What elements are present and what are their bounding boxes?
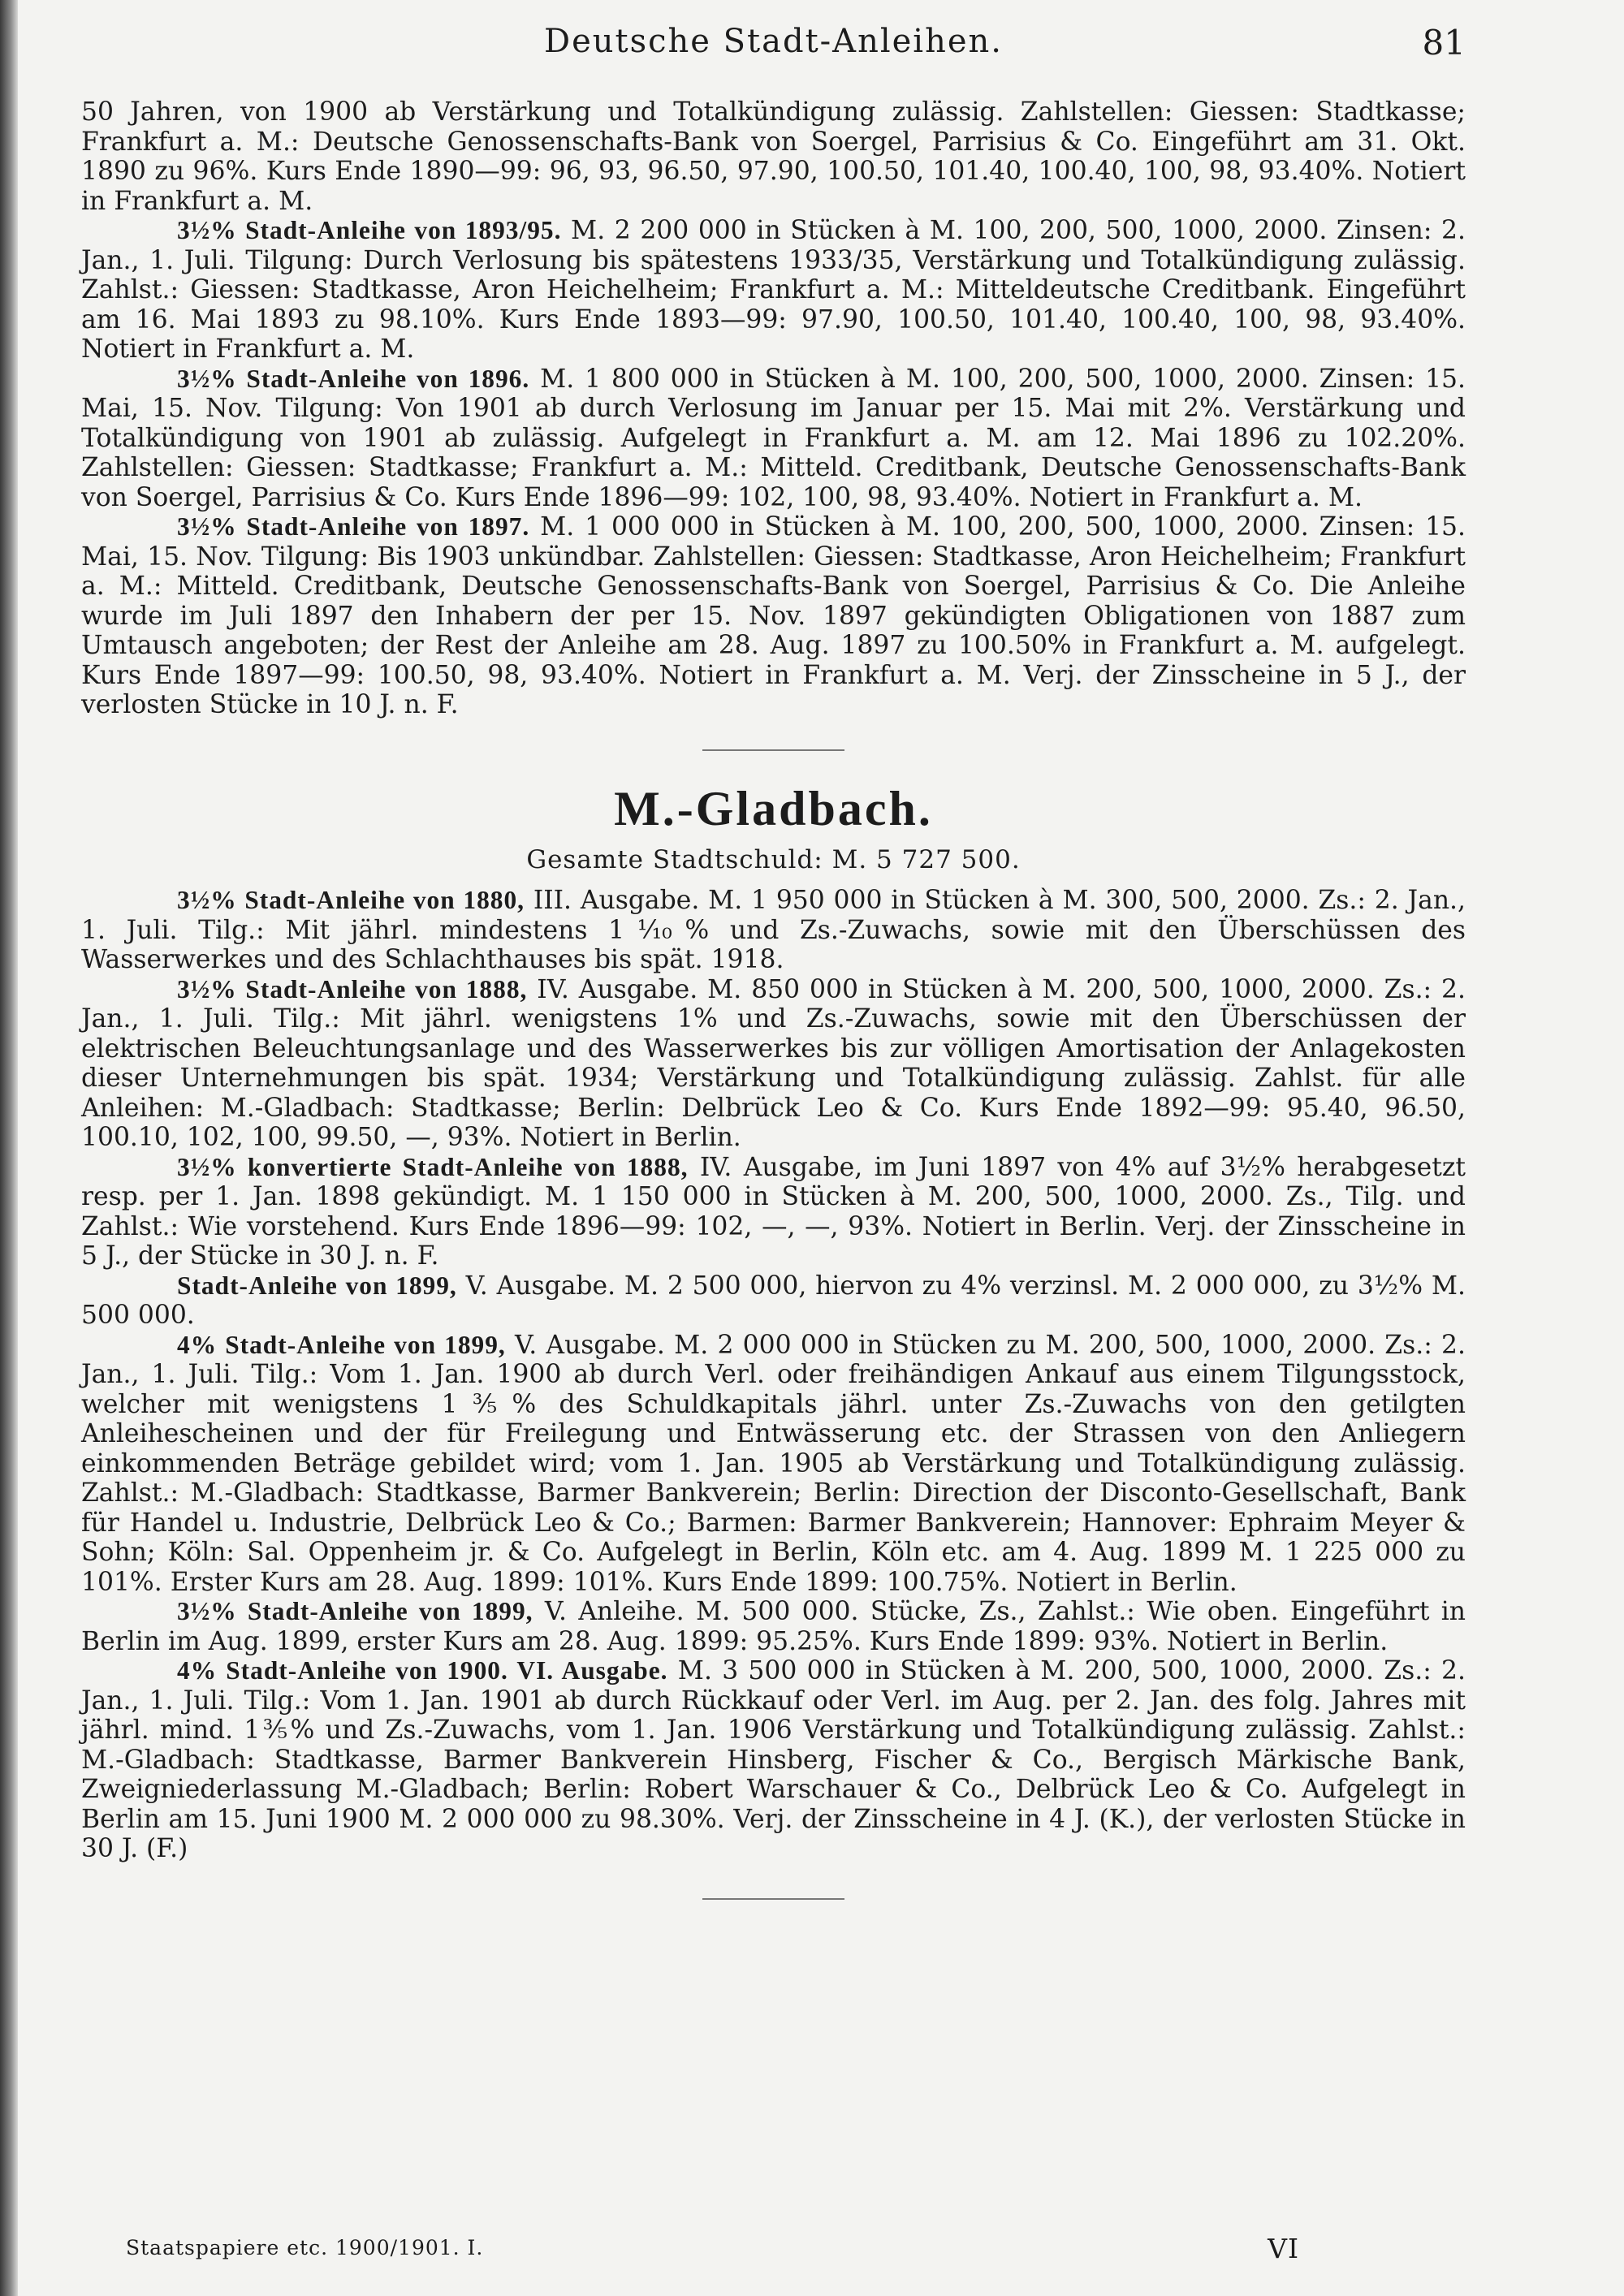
loan-entry-1896 <box>81 365 1466 513</box>
section-subtitle: Gesamte Stadtschuld: M. 5 727 500. <box>526 844 1021 874</box>
loan-heading: 3½% Stadt-Anleihe von 1888, <box>177 974 528 1003</box>
loan-heading: 3½% Stadt-Anleihe von 1893/95. <box>177 216 562 244</box>
page-number: 81 <box>1422 23 1466 63</box>
loan-entry-1888 <box>81 975 1466 1153</box>
loan-body: V. Ausgabe. M. 2 500 000, hiervon zu 4% verzinsl. M. 2 000 000, zu 3½% M. 500 000. <box>81 1271 1466 1330</box>
section-divider <box>702 749 844 751</box>
loan-entry-1899-4pct <box>81 1331 1466 1598</box>
loan-body: III. Ausgabe. M. 1 950 000 in Stücken à M. 300, 500, 2000. Zs.: 2. Jan., 1. Juli. Tilg.: Mit jährl. mindestens 1⅒% und Zs.-Zuwachs, sowie mit den Überschüssen des Wasserwerkes und des Schlachthauses bis spät. 1918. <box>81 886 1466 974</box>
loan-heading: 3½% konvertierte Stadt-Anleihe von 1888, <box>177 1152 689 1181</box>
loan-body: IV. Ausgabe. M. 850 000 in Stücken à M. 200, 500, 1000, 2000. Zs.: 2. Jan., 1. Juli. Tilg.: Mit jährl. wenigstens 1% und Zs.-Zuwachs, sowie mit den Überschüssen der elektrischen Beleuchtungsanlage und des Wasserwerkes bis zur völligen Amortisation der Anlagekosten dieser Unternehmungen bis spät. 1934; Verstärkung und Totalkündigung zulässig. Zahlst. für alle Anleihen: M.-Gladbach: Stadtkasse; Berlin: Delbrück Leo & Co. Kurs Ende 1892—99: 95.40, 96.50, 100.10, 102, 100, 99.50, —, 93%. Notiert in Berlin. <box>81 974 1466 1152</box>
loan-body: V. Ausgabe. M. 2 000 000 in Stücken zu M. 200, 500, 1000, 2000. Zs.: 2. Jan., 1. Juli. Tilg.: Vom 1. Jan. 1900 ab durch Verl. oder freihändigen Ankauf aus einem Tilgungsstock, welcher mit wenigstens 1⅗% des Schuldkapitals jährl. unter Zs.-Zuwachs von den getilgten Anleihescheinen und der für Freilegung und Entwässerung etc. der Strassen von den Anliegern einkommenden Beträge gebildet wird; vom 1. Jan. 1905 ab Verstärkung und Totalkündigung zulässig. Zahlst.: M.-Gladbach: Stadtkasse, Barmer Bankverein; Berlin: Direction der Disconto-Gesellschaft, Bank für Handel u. Industrie, Delbrück Leo & Co.; Barmen: Barmer Bankverein; Hannover: Ephraim Meyer & Sohn; Köln: Sal. Oppenheim jr. & Co. Aufgelegt in Berlin, Köln etc. am 4. Aug. 1899 M. 1 225 000 zu 101%. Erster Kurs am 28. Aug. 1899: 101%. Kurs Ende 1899: 100.75%. Notiert in Berlin. <box>81 1330 1466 1597</box>
loan-heading: 4% Stadt-Anleihe von 1900. VI. Ausgabe. <box>177 1656 668 1685</box>
loan-body: M. 2 200 000 in Stücken à M. 100, 200, 500, 1000, 2000. Zinsen: 2. Jan., 1. Juli. Tilgung: Durch Verlosung bis spätestens 1933/35, Verstärkung und Totalkündigung zulässig. Zahlst.: Giessen: Stadtkasse, Aron Heichelheim; Frankfurt a. M.: Mitteldeutsche Creditbank. Eingeführt am 16. Mai 1893 zu 98.10%. Kurs Ende 1893—99: 97.90, 100.50, 101.40, 100.40, 100, 98, 93.40%. Notiert in Frankfurt a. M. <box>81 216 1466 364</box>
binding-shadow <box>0 0 18 2296</box>
loan-body: M. 3 500 000 in Stücken à M. 200, 500, 1000, 2000. Zs.: 2. Jan., 1. Juli. Tilg.: Vom 1. Jan. 1901 ab durch Rückkauf oder Verl. im Aug. per 2. Jan. des folg. Jahres mit jährl. mind. 1⅗% und Zs.-Zuwachs, vom 1. Jan. 1906 Verstärkung und Totalkündigung zulässig. Zahlst.: M.-Gladbach: Stadtkasse, Barmer Bankverein Hinsberg, Fischer & Co., Bergisch Märkische Bank, Zweigniederlassung M.-Gladbach; Berlin: Robert Warschauer & Co., Delbrück Leo & Co. Aufgelegt in Berlin am 15. Juni 1900 M. 2 000 000 zu 98.30%. Verj. der Zinsscheine in 4 J. (K.), der verlosten Stücke in 30 J. (F.) <box>81 1656 1466 1863</box>
loan-heading: 3½% Stadt-Anleihe von 1896. <box>177 364 530 393</box>
loan-body: IV. Ausgabe, im Juni 1897 von 4% auf 3½% herabgesetzt resp. per 1. Jan. 1898 gekündigt. M. 1 150 000 in Stücken à M. 200, 500, 1000, 2000. Zs., Tilg. und Zahlst.: Wie vorstehend. Kurs Ende 1896—99: 102, —, —, 93%. Notiert in Berlin. Verj. der Zinsscheine in 5 J., der Stücke in 30 J. n. F. <box>81 1152 1466 1271</box>
loan-heading: 3½% Stadt-Anleihe von 1897. <box>177 512 530 541</box>
footer-sheet-mark: VI <box>1268 2233 1299 2264</box>
loan-heading: Stadt-Anleihe von 1899, <box>177 1271 457 1300</box>
loan-heading: 3½% Stadt-Anleihe von 1880, <box>177 886 525 914</box>
loan-entry-1880 <box>81 886 1466 975</box>
loan-entry-1893 <box>81 216 1466 365</box>
page-header <box>81 23 1466 71</box>
page-footer <box>126 2233 1299 2265</box>
loan-body: M. 1 000 000 in Stücken à M. 100, 200, 500, 1000, 2000. Zinsen: 15. Mai, 15. Nov. Tilgung: Bis 1903 unkündbar. Zahlstellen: Giessen: Stadtkasse, Aron Heichelheim; Frankfurt a. M.: Mitteld. Creditbank, Deutsche Genossenschafts-Bank von Soergel, Parrisius & Co. Die Anleihe wurde im Juli 1897 den Inhabern der per 15. Nov. 1897 gekündigten Obligationen von 1887 zum Umtausch angeboten; der Rest der Anleihe am 28. Aug. 1897 zu 100.50% in Frankfurt a. M. aufgelegt. Kurs Ende 1897—99: 100.50, 98, 93.40%. Notiert in Frankfurt a. M. Verj. der Zinsscheine in 5 J., der verlosten Stücke in 10 J. n. F. <box>81 512 1466 719</box>
end-divider <box>702 1898 844 1900</box>
loan-heading: 4% Stadt-Anleihe von 1899, <box>177 1330 506 1359</box>
loan-entry-1899-3-5pct <box>81 1597 1466 1656</box>
loan-entry-1897 <box>81 512 1466 720</box>
running-title: Deutsche Stadt-Anleihen. <box>544 23 1003 60</box>
loan-entry-1900 <box>81 1656 1466 1864</box>
section-title: M.-Gladbach. <box>614 781 933 835</box>
loan-body: M. 1 800 000 in Stücken à M. 100, 200, 500, 1000, 2000. Zinsen: 15. Mai, 15. Nov. Tilgung: Von 1901 ab durch Verlosung im Januar per 15. Mai mit 2%. Verstärkung und Totalkündigung von 1901 ab zulässig. Aufgelegt in Frankfurt a. M. am 12. Mai 1896 zu 102.20%. Zahlstellen: Giessen: Stadtkasse; Frankfurt a. M.: Mitteld. Creditbank, Deutsche Genossenschafts-Bank von Soergel, Parrisius & Co. Kurs Ende 1896—99: 102, 100, 98, 93.40%. Notiert in Frankfurt a. M. <box>81 364 1466 512</box>
loan-entry-1888-converted <box>81 1153 1466 1271</box>
loan-entry-1899-summary <box>81 1271 1466 1331</box>
text-block <box>81 97 1466 1900</box>
continued-paragraph: 50 Jahren, von 1900 ab Verstärkung und Totalkündigung zulässig. Zahlstellen: Giessen: Stadtkasse; Frankfurt a. M.: Deutsche Genossenschafts-Bank von Soergel, Parrisius & Co. Eingeführt am 31. Okt. 1890 zu 96%. Kurs Ende 1890—99: 96, 93, 96.50, 97.90, 100.50, 101.40, 100.40, 100, 98, 93.40%. Notiert in Frankfurt a. M. <box>81 97 1466 216</box>
loan-body: V. Anleihe. M. 500 000. Stücke, Zs., Zahlst.: Wie oben. Eingeführt in Berlin im Aug. 1899, erster Kurs am 28. Aug. 1899: 95.25%. Kurs Ende 1899: 93%. Notiert in Berlin. <box>81 1597 1466 1656</box>
loan-heading: 3½% Stadt-Anleihe von 1899, <box>177 1597 533 1625</box>
footer-signature: Staatspapiere etc. 1900/1901. I. <box>126 2236 484 2259</box>
